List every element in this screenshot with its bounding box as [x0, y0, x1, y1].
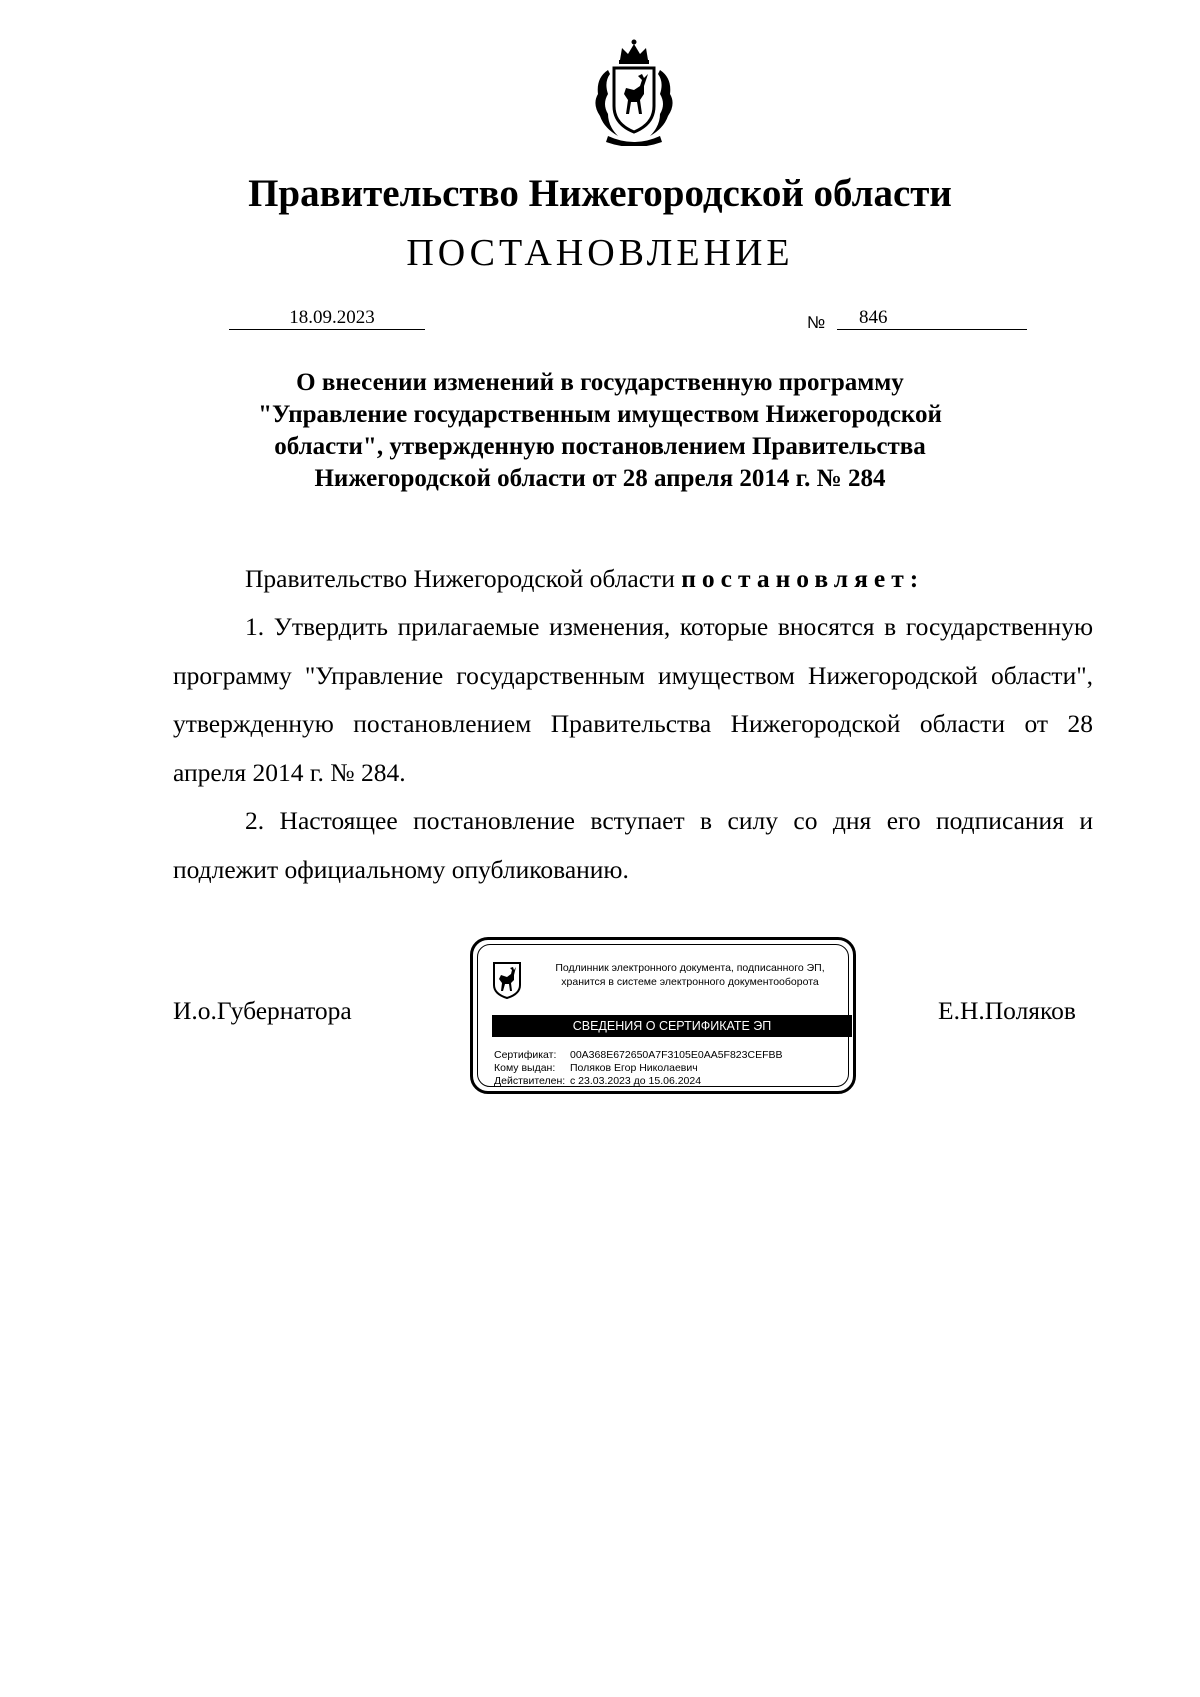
cert-label: Сертификат: [494, 1049, 557, 1061]
stamp-inner-border [477, 944, 849, 1087]
coat-of-arms-icon [578, 38, 690, 146]
document-type: ПОСТАНОВЛЕНИЕ [406, 232, 794, 274]
signer-position: И.о.Губернатора [173, 996, 352, 1025]
subject-line: Нижегородской области от 28 апреля 2014 г. № 284 [314, 465, 886, 492]
resolves-word: постановляет: [681, 564, 925, 593]
stamp-notice-line: Подлинник электронного документа, подписанного ЭП, [555, 962, 825, 974]
paragraph-1: 1. Утвердить прилагаемые изменения, которые вносятся в государственную программу "Управление государственным имуществом Нижегородской области", утвержденную постановлением Правительства Нижегородской области от 28 апреля 2014 г. № 284. [173, 612, 1093, 787]
valid-label: Действителен: [494, 1075, 566, 1087]
stamp-certificate-header: СВЕДЕНИЯ О СЕРТИФИКАТЕ ЭП [492, 1015, 852, 1037]
valid-value: с 23.03.2023 до 15.06.2024 [570, 1075, 702, 1087]
number-sign: № [807, 313, 826, 332]
issued-row [494, 1062, 783, 1075]
stamp-notice [530, 961, 850, 989]
issued-label: Кому выдан: [494, 1062, 556, 1074]
stamp-certificate-details [494, 1049, 783, 1088]
signer-name: Е.Н.Поляков [938, 996, 1076, 1025]
stamp-notice-line: хранится в системе электронного документооборота [561, 976, 819, 988]
subject-line: области", утвержденную постановлением Правительства [274, 433, 926, 460]
document-date-field [229, 307, 425, 330]
subject-line: О внесении изменений в государственную программу [296, 369, 904, 396]
subject-line: "Управление государственным имуществом Нижегородской [258, 401, 942, 428]
document-subject [200, 367, 1000, 495]
paragraph-2: 2. Настоящее постановление вступает в силу со дня его подписания и подлежит официальному опубликованию. [173, 806, 1093, 884]
intro-prefix: Правительство Нижегородской области [245, 564, 682, 593]
cert-row [494, 1049, 783, 1062]
document-date: 18.09.2023 [289, 307, 375, 328]
document-number: 846 [859, 307, 888, 328]
cert-value: 00A368E672650A7F3105E0AA5F823CEFBB [570, 1049, 783, 1061]
valid-row [494, 1075, 783, 1088]
deer-icon [492, 961, 522, 999]
document-number-field [837, 307, 1027, 330]
electronic-signature-stamp [470, 937, 856, 1094]
issued-value: Поляков Егор Николаевич [570, 1062, 698, 1074]
intro-paragraph [173, 555, 1093, 604]
organization-title: Правительство Нижегородской области [248, 172, 952, 215]
